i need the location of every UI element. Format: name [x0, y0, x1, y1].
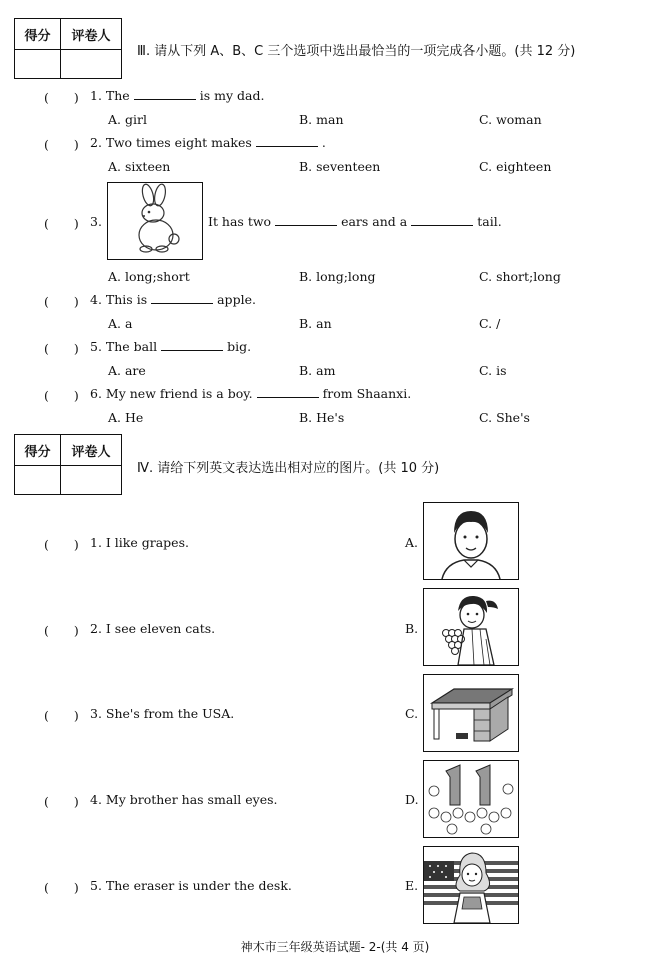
rabbit-icon — [108, 183, 202, 259]
section3-title: Ⅲ. 请从下列 A、B、C 三个选项中选出最恰当的一项完成各小题。(共 12 分) — [137, 44, 576, 59]
q4-blank[interactable] — [151, 302, 213, 304]
q4-text-pre: This is — [105, 292, 148, 307]
q1-text-post: is my dad. — [199, 88, 265, 103]
answer-paren-q3[interactable]: ( ) — [44, 216, 79, 231]
q1-option-b: B. man — [299, 112, 344, 127]
question-q3 — [208, 214, 502, 229]
q6-option-b: B. He's — [299, 410, 345, 425]
q3-number: 3. — [90, 214, 102, 229]
picture-letter-a: A. — [405, 535, 419, 550]
q3-blank-2[interactable] — [411, 224, 473, 226]
score-box-section3 — [14, 18, 122, 79]
question-q1 — [90, 88, 264, 103]
q3-option-a: A. long;short — [108, 269, 190, 284]
answer-paren-s4-1[interactable]: ( ) — [44, 537, 79, 552]
answer-paren-s4-4[interactable]: ( ) — [44, 794, 79, 809]
q2-text-pre: Two times eight makes — [105, 135, 252, 150]
answer-paren-s4-5[interactable]: ( ) — [44, 880, 79, 895]
score-label: 得分 — [15, 19, 61, 50]
statement-1: 1. I like grapes. — [90, 535, 189, 550]
q5-number: 5. — [90, 339, 102, 354]
q6-blank[interactable] — [257, 396, 319, 398]
grader-label: 评卷人 — [61, 435, 121, 466]
picture-a — [423, 502, 519, 580]
q1-blank[interactable] — [134, 98, 196, 100]
answer-paren-s4-3[interactable]: ( ) — [44, 708, 79, 723]
q1-text-pre: The — [105, 88, 130, 103]
q6-option-c: C. She's — [479, 410, 530, 425]
grader-cell[interactable] — [61, 50, 121, 78]
score-label: 得分 — [15, 435, 61, 466]
section4-title: Ⅳ. 请给下列英文表达选出相对应的图片。(共 10 分) — [137, 461, 440, 476]
statement-2: 2. I see eleven cats. — [90, 621, 216, 636]
answer-paren-s4-2[interactable]: ( ) — [44, 623, 79, 638]
picture-letter-c: C. — [405, 706, 419, 721]
picture-letter-e: E. — [405, 878, 419, 893]
statement-4: 4. My brother has small eyes. — [90, 792, 278, 807]
q2-option-c: C. eighteen — [479, 159, 552, 174]
question-q2 — [90, 135, 326, 150]
q6-option-a: A. He — [108, 410, 144, 425]
q3-text-mid: ears and a — [341, 214, 408, 229]
answer-paren-q6[interactable]: ( ) — [44, 388, 79, 403]
answer-paren-q5[interactable]: ( ) — [44, 341, 79, 356]
q5-text-pre: The ball — [105, 339, 158, 354]
answer-paren-q2[interactable]: ( ) — [44, 137, 79, 152]
girl-flag-icon — [424, 847, 518, 923]
picture-c — [423, 674, 519, 752]
q3-blank-1[interactable] — [275, 224, 337, 226]
rabbit-picture — [107, 182, 203, 260]
q4-text-post: apple. — [217, 292, 256, 307]
picture-letter-d: D. — [405, 792, 419, 807]
question-q4 — [90, 292, 256, 307]
score-cell[interactable] — [15, 50, 61, 78]
picture-e — [423, 846, 519, 924]
statement-3: 3. She's from the USA. — [90, 706, 235, 721]
q5-option-a: A. are — [108, 363, 146, 378]
q4-option-b: B. an — [299, 316, 332, 331]
q5-option-c: C. is — [479, 363, 507, 378]
q6-number: 6. — [90, 386, 102, 401]
q3-text-post: tail. — [477, 214, 502, 229]
q5-blank[interactable] — [161, 349, 223, 351]
q1-option-a: A. girl — [108, 112, 147, 127]
q4-option-a: A. a — [108, 316, 133, 331]
desk-eraser-icon — [424, 675, 518, 751]
q1-option-c: C. woman — [479, 112, 542, 127]
q5-option-b: B. am — [299, 363, 336, 378]
score-cell[interactable] — [15, 466, 61, 494]
picture-letter-b: B. — [405, 621, 419, 636]
answer-paren-q4[interactable]: ( ) — [44, 294, 79, 309]
answer-paren-q1[interactable]: ( ) — [44, 90, 79, 105]
q2-text-post: . — [321, 135, 326, 150]
score-box-section4 — [14, 434, 122, 495]
statement-5: 5. The eraser is under the desk. — [90, 878, 292, 893]
eleven-cats-icon — [424, 761, 518, 837]
q2-option-b: B. seventeen — [299, 159, 381, 174]
q6-text-pre: My new friend is a boy. — [105, 386, 253, 401]
q5-text-post: big. — [227, 339, 252, 354]
page-footer: 神木市三年级英语试题- 2-(共 4 页) — [240, 940, 430, 954]
picture-b — [423, 588, 519, 666]
grader-label: 评卷人 — [61, 19, 121, 50]
q2-blank[interactable] — [256, 145, 318, 147]
q2-number: 2. — [90, 135, 102, 150]
question-q5 — [90, 339, 251, 354]
question-q6 — [90, 386, 411, 401]
q4-option-c: C. / — [479, 316, 501, 331]
q2-option-a: A. sixteen — [108, 159, 171, 174]
q3-text-pre: It has two — [208, 214, 272, 229]
q3-option-c: C. short;long — [479, 269, 561, 284]
girl-grapes-icon — [424, 589, 518, 665]
q3-option-b: B. long;long — [299, 269, 376, 284]
q1-number: 1. — [90, 88, 102, 103]
q4-number: 4. — [90, 292, 102, 307]
boy-face-icon — [424, 503, 518, 579]
q6-text-post: from Shaanxi. — [322, 386, 412, 401]
picture-d — [423, 760, 519, 838]
grader-cell[interactable] — [61, 466, 121, 494]
